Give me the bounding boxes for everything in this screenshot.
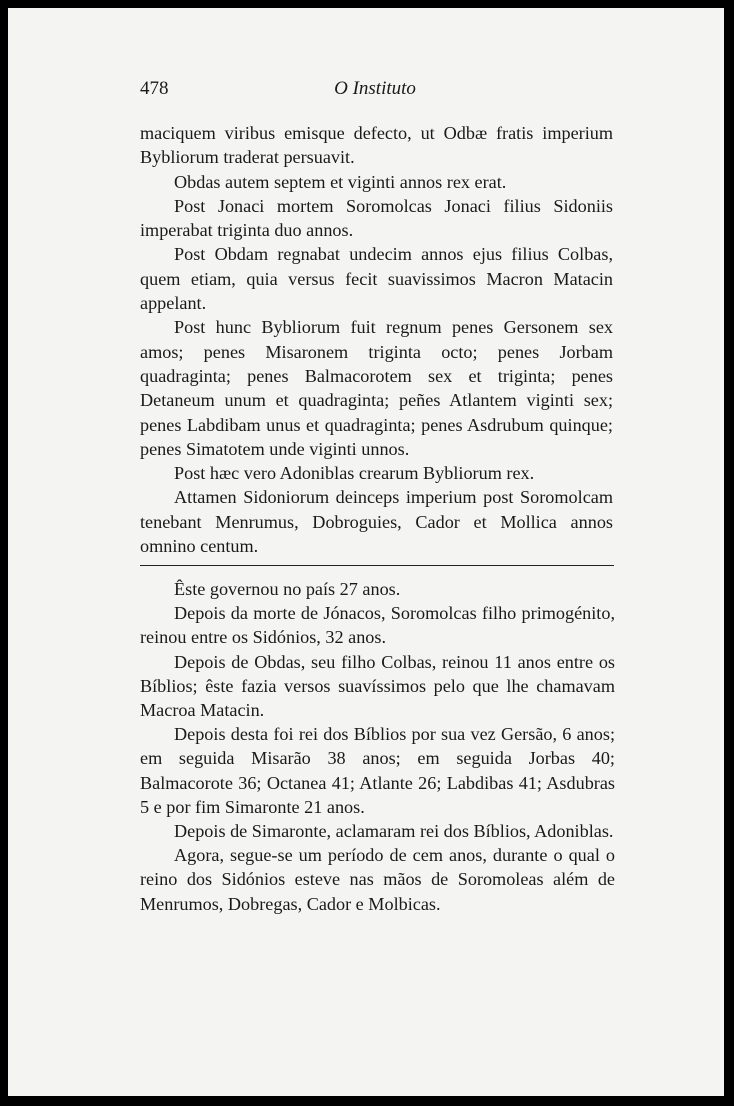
latin-paragraph: Post Jonaci mortem Soromolcas Jonaci filius Sidoniis imperabat triginta duo annos.: [140, 195, 613, 241]
translation-paragraph: Agora, segue-se um período de cem anos, durante o qual o reino dos Sidónios esteve nas mãos de Soromoleas além de Menrumos, Dobregas, Cador e Molbicas.: [140, 845, 615, 914]
latin-paragraph: Post hunc Bybliorum fuit regnum penes Gersonem sex amos; penes Misaronem triginta octo; penes Jorbam quadraginta; penes Balmacorotem sex et triginta; penes Detaneum unum et quadraginta; peñes Atlantem viginti sex; penes Labdibam unus et quadraginta; penes Asdrubum quinque; penes Simatotem unde viginti unnos.: [140, 317, 613, 459]
latin-paragraph: Post Obdam regnabat undecim annos ejus filius Colbas, quem etiam, quia versus fecit suavissimos Macron Matacin appelant.: [140, 244, 613, 314]
translation-paragraph: Depois desta foi rei dos Bíblios por sua vez Gersão, 6 anos; em seguida Misarão 38 anos; em seguida Jorbas 40; Balmacorote 36; Octanea 41; Atlante 26; Labdibas 41; Asdubras 5 e por fim Simaronte 21 anos.: [140, 724, 615, 817]
translation-paragraph: Depois de Obdas, seu filho Colbas, reinou 11 anos entre os Bíblios; êste fazia versos suavíssimos pelo que lhe chamavam Macroa Matacin.: [140, 651, 615, 721]
page-header: [140, 78, 610, 108]
footnote-divider: [140, 565, 614, 566]
page-number: 478: [140, 78, 169, 99]
translation-paragraph: Êste governou no país 27 anos.: [174, 579, 401, 599]
latin-paragraph: Obdas autem septem et viginti annos rex erat.: [174, 171, 507, 192]
translation-paragraph: Depois de Simaronte, aclamaram rei dos Bíblios, Adoniblas.: [174, 821, 614, 842]
latin-paragraph: maciquem viribus emisque defecto, ut Odbæ fratis imperium Bybliorum traderat persuavit.: [140, 123, 613, 168]
latin-paragraph: Attamen Sidoniorum deinceps imperium post Soromolcam tenebant Menrumus, Dobroguies, Cador et Mollica annos omnino centum.: [140, 487, 613, 557]
book-page: [8, 8, 724, 1096]
latin-text-block: [140, 121, 613, 558]
portuguese-translation-block: [140, 577, 615, 916]
latin-paragraph: Post hæc vero Adoniblas crearum Bybliorum rex.: [174, 463, 535, 484]
running-title: O Instituto: [334, 78, 416, 99]
translation-paragraph: Depois da morte de Jónacos, Soromolcas filho primogénito, reinou entre os Sidónios, 32 anos.: [140, 603, 615, 648]
